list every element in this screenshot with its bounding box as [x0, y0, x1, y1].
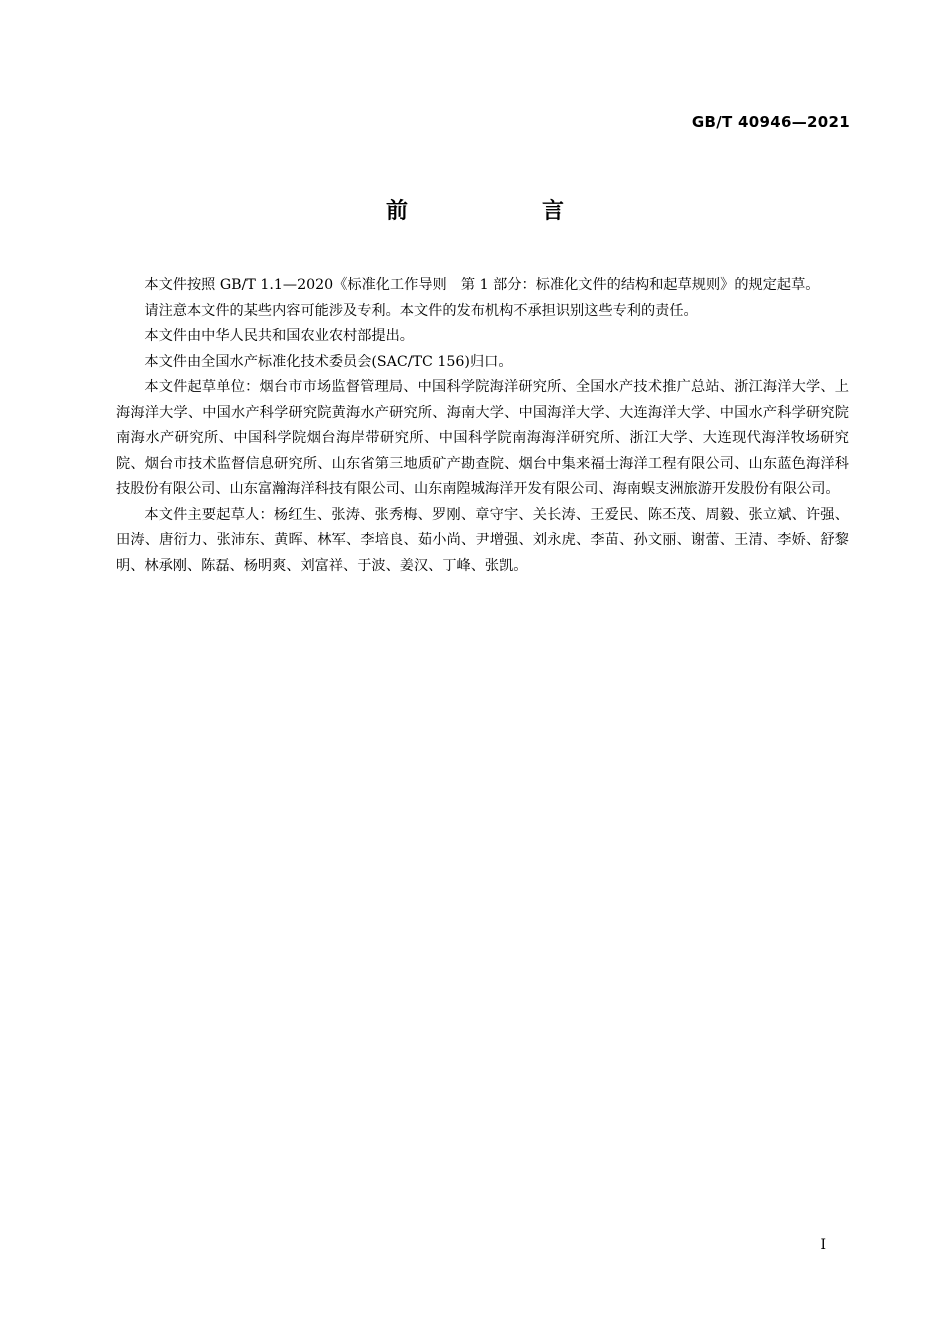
page-number: I [820, 1237, 826, 1253]
page-title: 前 言 [385, 199, 620, 224]
foreword-body [116, 273, 849, 579]
document-number: GB/T 40946—2021 [691, 113, 850, 131]
paragraph-drafters: 本文件主要起草人：杨红生、张涛、张秀梅、罗刚、章守宇、关长涛、王爱民、陈丕茂、周毅、张立斌、许强、田涛、唐衍力、张沛东、黄晖、林军、李培良、茹小尚、尹增强、刘永虎、李苗、孙文丽、谢蕾、王清、李娇、舒黎明、林承刚、陈磊、杨明爽、刘富祥、于波、姜汉、丁峰、张凯。 [116, 506, 849, 574]
paragraph-technical-committee: 本文件由全国水产标准化技术委员会(SAC/TC 156)归口。 [144, 353, 513, 370]
paragraph-patent-notice: 请注意本文件的某些内容可能涉及专利。本文件的发布机构不承担识别这些专利的责任。 [144, 302, 698, 319]
paragraph-drafting-rules: 本文件按照 GB/T 1.1—2020《标准化工作导则 第 1 部分：标准化文件的结构和起草规则》的规定起草。 [144, 277, 820, 293]
paragraph-proposer: 本文件由中华人民共和国农业农村部提出。 [144, 328, 414, 344]
paragraph-drafting-units: 本文件起草单位：烟台市市场监督管理局、中国科学院海洋研究所、全国水产技术推广总站、浙江海洋大学、上海海洋大学、中国水产科学研究院黄海水产研究所、海南大学、中国海洋大学、大连海洋大学、中国水产科学研究院南海水产研究所、中国科学院烟台海岸带研究所、中国科学院南海海洋研究所、浙江大学、大连现代海洋牧场研究院、烟台市技术监督信息研究所、山东省第三地质矿产勘查院、烟台中集来福士海洋工程有限公司、山东蓝色海洋科技股份有限公司、山东富瀚海洋科技有限公司、山东南隍城海洋开发有限公司、海南蜈支洲旅游开发股份有限公司。 [116, 379, 849, 497]
